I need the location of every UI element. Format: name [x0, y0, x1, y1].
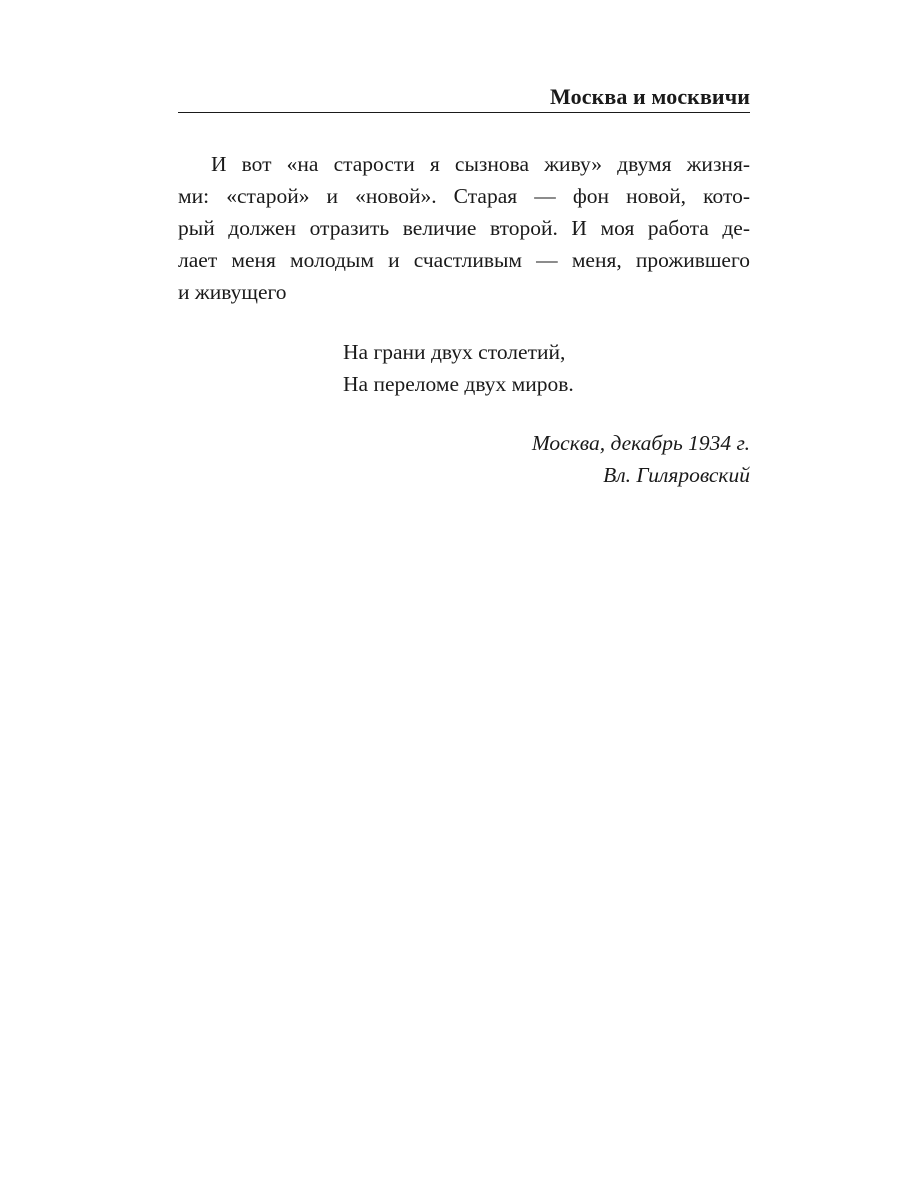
verse-line: На грани двух столетий, [343, 340, 566, 364]
paragraph-line: И вот «на старости я сызнова живу» двумя жизня- [211, 152, 750, 176]
paragraph-line: лает меня молодым и счастливым — меня, прожившего [178, 248, 750, 272]
signature-block [532, 427, 750, 491]
verse-line: На переломе двух миров. [343, 372, 574, 396]
paragraph-line: ми: «старой» и «новой». Старая — фон новой, кото- [178, 184, 750, 208]
running-header [178, 84, 750, 113]
body-paragraph [178, 148, 750, 308]
paragraph-line: рый должен отразить величие второй. И моя работа де- [178, 216, 750, 240]
signature-place-date: Москва, декабрь 1934 г. [531, 431, 750, 455]
running-title: Москва и москвичи [550, 84, 750, 109]
verse-quote [343, 336, 574, 400]
signature-author: Вл. Гиляровский [603, 463, 750, 487]
paragraph-line: и живущего [178, 280, 287, 304]
